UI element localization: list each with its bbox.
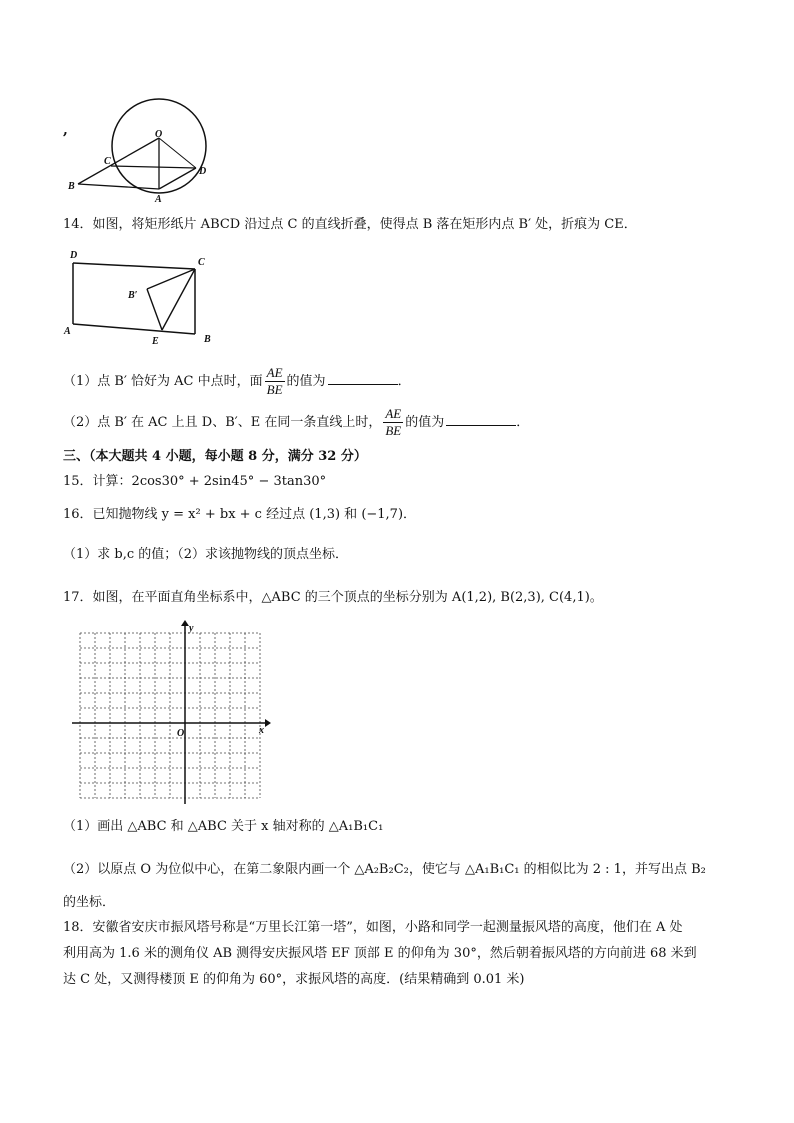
fraction	[383, 406, 403, 439]
q14-p2-end: ．	[516, 415, 530, 430]
fraction-numerator: AE	[385, 406, 402, 421]
fig14-label-B1: B′	[128, 290, 138, 301]
q14-part2	[63, 405, 529, 441]
q17-part2-line2: 的坐标．	[63, 895, 116, 910]
x-axis-label: x	[259, 725, 264, 736]
fraction	[265, 365, 285, 398]
fig13-label-A: A	[155, 194, 162, 205]
q14-p2-prefix: （2）点 B′ 在 AC 上且 D、B′、E 在同一条直线上时，	[63, 415, 382, 430]
rectangle-fold-figure	[62, 244, 222, 348]
q18-line2: 利用高为 1.6 米的测角仪 AB 测得安庆振风塔 EF 顶部 E 的仰角为 30°，然后朝着振风塔的方向前进 68 米到	[63, 946, 697, 961]
fig13-label-B: B	[68, 181, 75, 192]
section-heading: 三、（本大题共 4 小题，每小题 8 分，满分 32 分）	[63, 449, 367, 464]
answer-blank[interactable]	[328, 370, 398, 385]
q15-text: 15．计算：2cos30° + 2sin45° − 3tan30°	[63, 474, 327, 489]
q18-line1: 18．安徽省安庆市振风塔号称是“万里长江第一塔”，如图，小路和同学一起测量振风塔的高度，他们在 A 处	[63, 920, 683, 935]
coordinate-grid	[62, 618, 272, 808]
q17-text: 17．如图，在平面直角坐标系中，△ABC 的三个顶点的坐标分别为 A(1,2), B(2,3), C(4,1)。	[63, 590, 603, 605]
fig14-label-D: D	[70, 250, 78, 261]
q17-part1: （1）画出 △ABC 和 △ABC 关于 x 轴对称的 △A₁B₁C₁	[63, 819, 384, 834]
q18-line3: 达 C 处，又测得楼顶 E 的仰角为 60°，求振风塔的高度．(结果精确到 0.01 米)	[63, 972, 525, 987]
fraction-denominator: BE	[266, 382, 283, 397]
circle-figure	[64, 96, 224, 206]
fig14-label-C: C	[198, 257, 205, 268]
fig14-label-A: A	[64, 326, 71, 337]
stray-mark: ,	[63, 122, 68, 138]
q14-p2-suffix: 的值为	[405, 415, 445, 430]
fig13-label-O: O	[155, 129, 163, 140]
fraction-numerator: AE	[266, 365, 283, 380]
q17-part2-line1: （2）以原点 O 为位似中心，在第二象限内画一个 △A₂B₂C₂，使它与 △A₁B₁C₁ 的相似比为 2 : 1，并写出点 B₂	[63, 862, 706, 877]
fig14-label-B: B	[204, 334, 211, 345]
fraction-denominator: BE	[385, 423, 402, 438]
q14-p1-face: 面	[249, 374, 263, 389]
q14-p1-prefix: （1）点 B′ 恰好为 AC 中点时，	[63, 374, 250, 389]
q14-p1-end: ．	[397, 374, 411, 389]
q16-subtext: （1）求 b,c 的值；（2）求该抛物线的顶点坐标．	[63, 547, 349, 562]
q14-p1-suffix: 的值为	[286, 374, 326, 389]
fig13-label-D: D	[199, 166, 207, 177]
q14-text: 14．如图，将矩形纸片 ABCD 沿过点 C 的直线折叠，使得点 B 落在矩形内点 B′ 处，折痕为 CE．	[63, 217, 637, 232]
q14-part1	[63, 364, 411, 400]
answer-blank[interactable]	[446, 411, 516, 426]
fig14-label-E: E	[152, 336, 159, 347]
y-axis-label: y	[189, 623, 194, 634]
origin-label: O	[177, 728, 185, 739]
q16-text: 16．已知抛物线 y = x² + bx + c 经过点 (1,3) 和 (−1,7)．	[63, 507, 417, 522]
fig13-label-C: C	[104, 156, 111, 167]
